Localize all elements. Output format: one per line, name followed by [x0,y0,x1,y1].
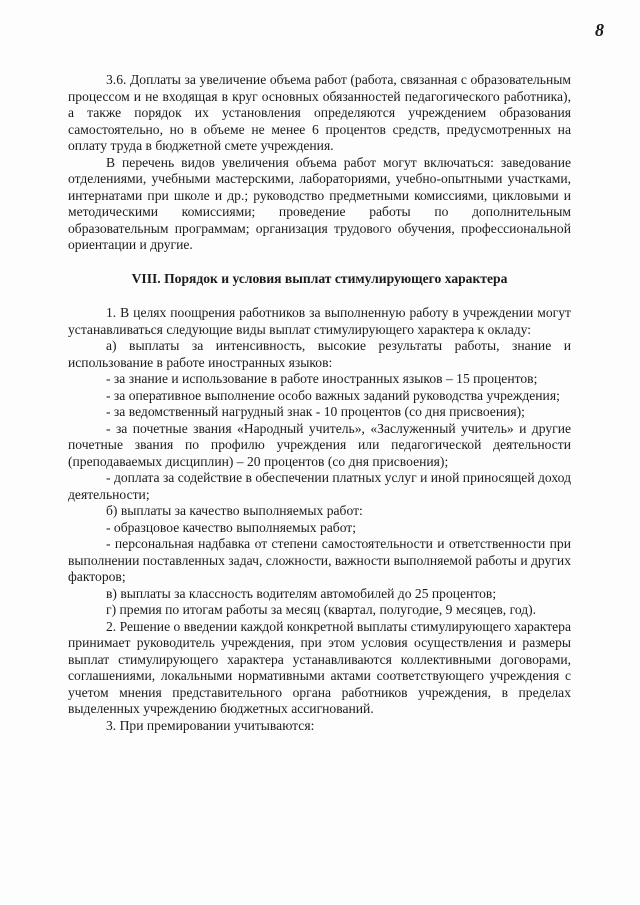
list-item-a-1: - за знание и использование в работе иностранных языков – 15 процентов; [106,371,538,386]
paragraph-item-v: в) выплаты за классность водителям автомобилей до 25 процентов; [106,585,497,601]
paragraph-item-a: а) выплаты за интенсивность, высокие результаты работы, знание и использование в работе иностранных языков: [68,338,571,370]
paragraph-work-types: В перечень видов увеличения объема работ могут включаться: заведование отделениями, учебными мастерскими, лабораториями, учебно-опытными участками, интернатами при школе и др.; руководство предметными комиссиями, цикловыми и методическими комиссиями; проведение работы по дополнительным образовательным программам; организация трудового обучения, профессиональной ориентации и другие. [68,154,571,252]
list-item-b-2: - персональная надбавка от степени самостоятельности и ответственности при выполнении поставленных задач, сложности, важности выполняемой работы и других факторов; [68,536,571,584]
paragraph-3-6: 3.6. Доплаты за увеличение объема работ (работа, связанная с образовательным процессом и не входящая в круг основных обязанностей педагогического работника), а также порядок их установления определяются учреждением образования самостоятельно, но в объеме не менее 6 процентов средств, предусмотренных на оплату труда в бюджетной смете учреждения. [68,72,571,153]
document-body [68,72,571,734]
paragraph-item-3: 3. При премировании учитываются: [106,717,315,733]
list-item-a-3: - за ведомственный нагрудный знак - 10 процентов (со дня присвоения); [106,404,525,419]
page-number: 8 [595,20,604,40]
paragraph-item-2: 2. Решение о введении каждой конкретной выплаты стимулирующего характера принимает руководитель учреждения, при этом условия осуществления и размеры выплат стимулирующего характера устанавливаются коллективными договорами, соглашениями, локальными нормативными актами соответствующего учреждения с учетом мнения представительного органа работников учреждения, в пределах выделенных учреждению бюджетных ассигнований. [68,618,571,716]
paragraph-item-1: 1. В целях поощрения работников за выполненную работу в учреждении могут устанавливаться следующие виды выплат стимулирующего характера к окладу: [68,305,571,337]
list-item-a-4: - за почетные звания «Народный учитель», «Заслуженный учитель» и другие почетные звания по профилю учреждения или педагогической деятельности (преподаваемых дисциплин) – 20 процентов (со дня присвоения); [68,420,571,469]
list-item-a-5: - доплата за содействие в обеспечении платных услуг и иной приносящей доход деятельности; [68,470,571,502]
section-heading: VIII. Порядок и условия выплат стимулирующего характера [131,270,508,286]
paragraph-item-b: б) выплаты за качество выполняемых работ: [106,503,363,518]
paragraph-item-g: г) премия по итогам работы за месяц (квартал, полугодие, 9 месяцев, год). [106,602,537,617]
list-item-a-2: - за оперативное выполнение особо важных заданий руководства учреждения; [106,387,560,403]
list-item-b-1: - образцовое качество выполняемых работ; [106,519,357,535]
